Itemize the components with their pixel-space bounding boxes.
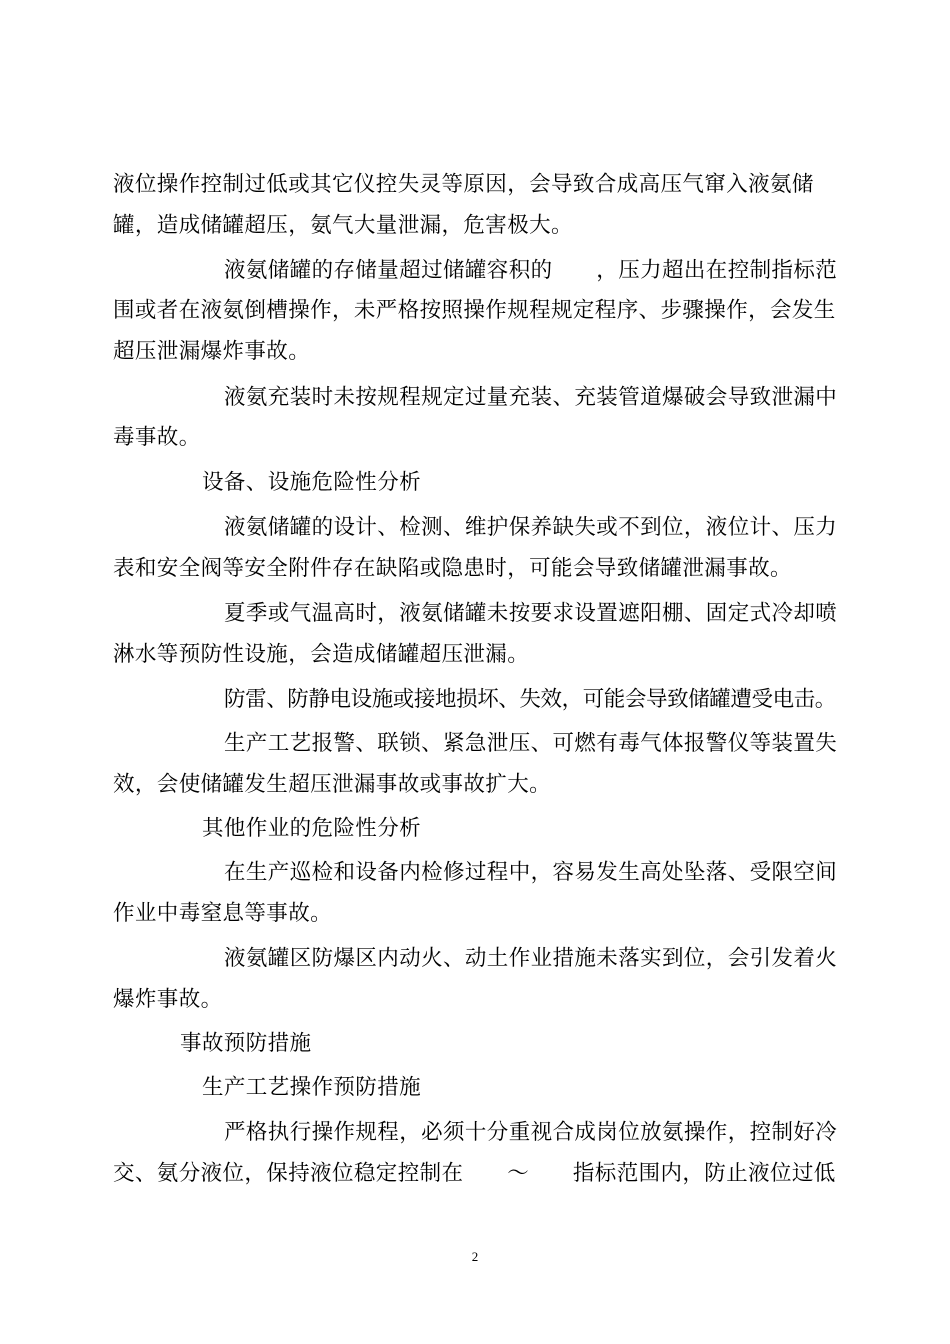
text-line: 效，会使储罐发生超压泄漏事故或事故扩大。 — [113, 772, 552, 797]
text-line: 表和安全阀等安全附件存在缺陷或隐患时，可能会导致储罐泄漏事故。 — [113, 556, 792, 581]
text-line: 液氨储罐的设计、检测、维护保养缺失或不到位，液位计、压力 — [224, 515, 838, 540]
text-line: 严格执行操作规程，必须十分重视合成岗位放氨操作，控制好冷 — [224, 1120, 838, 1145]
text-line: 围或者在液氨倒槽操作，未严格按照操作规程规定程序、步骤操作，会发生 — [113, 298, 836, 323]
text-line: 爆炸事故。 — [113, 987, 223, 1012]
text-line: 在生产巡检和设备内检修过程中，容易发生高处坠落、受限空间 — [224, 860, 838, 885]
text-line: 液氨充装时未按规程规定过量充装、充装管道爆破会导致泄漏中 — [224, 385, 838, 410]
text-line: 夏季或气温高时，液氨储罐未按要求设置遮阳棚、固定式冷却喷 — [224, 601, 838, 626]
text-line: 液位操作控制过低或其它仪控失灵等原因，会导致合成高压气窜入液氨储 — [113, 172, 814, 197]
section-heading: 设备、设施危险性分析 — [202, 470, 422, 495]
section-heading: 其他作业的危险性分析 — [202, 816, 422, 841]
text-line: 防雷、防静电设施或接地损坏、失效，可能会导致储罐遭受电击。 — [224, 687, 836, 712]
text-line: 生产工艺报警、联锁、紧急泄压、可燃有毒气体报警仪等装置失 — [224, 731, 838, 756]
text-line: 液氨储罐的存储量超过储罐容积的 ，压力超出在控制指标范 — [224, 258, 838, 283]
text-line: 罐，造成储罐超压，氨气大量泄漏，危害极大。 — [113, 213, 573, 238]
text-line: 淋水等预防性设施，会造成储罐超压泄漏。 — [113, 642, 530, 667]
text-line: 毒事故。 — [113, 425, 201, 450]
section-heading: 生产工艺操作预防措施 — [202, 1075, 422, 1100]
text-line: 超压泄漏爆炸事故。 — [113, 339, 311, 364]
section-heading: 事故预防措施 — [180, 1031, 312, 1056]
text-line: 作业中毒窒息等事故。 — [113, 901, 333, 926]
text-line: 液氨罐区防爆区内动火、动土作业措施未落实到位，会引发着火 — [224, 946, 838, 971]
page-number: 2 — [471, 1249, 479, 1264]
text-line: 交、氨分液位，保持液位稳定控制在 ～ 指标范围内，防止液位过低 — [113, 1161, 836, 1186]
